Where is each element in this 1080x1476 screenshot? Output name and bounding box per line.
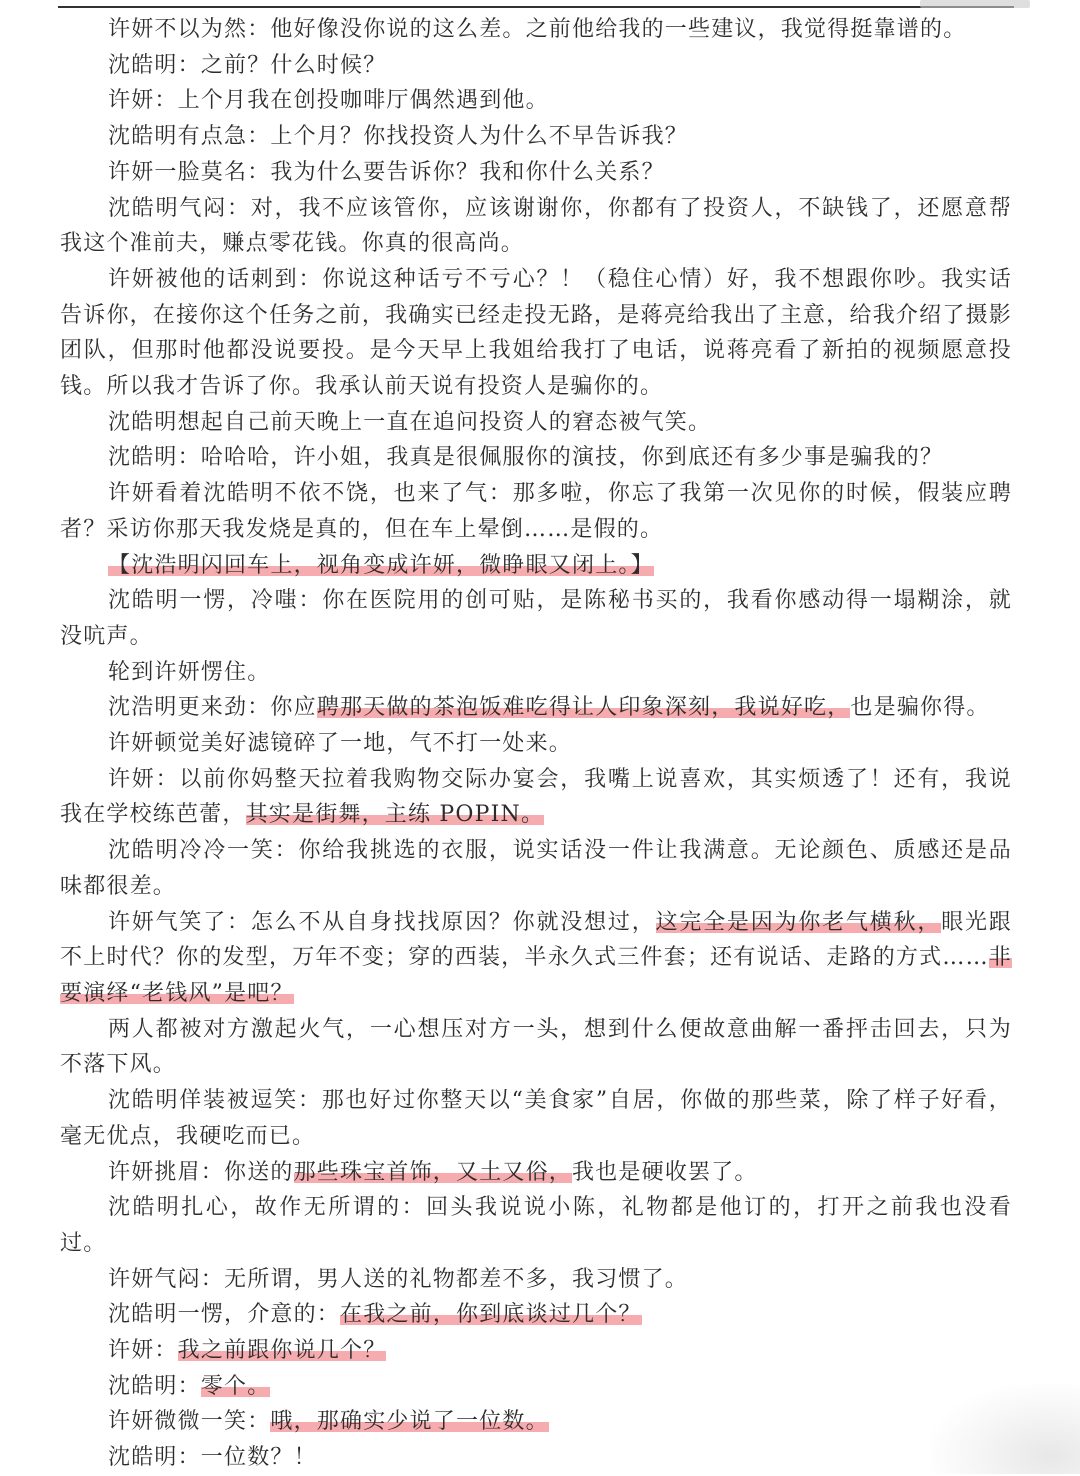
text-segment: 许妍：以前你妈整天拉着我购物交际办宴会，我嘴上说喜欢，其实烦透了！还有，我说我在学校练芭蕾， [60, 766, 1012, 828]
dialogue-paragraph [60, 762, 1012, 833]
dialogue-paragraph [60, 583, 1012, 654]
highlighted-text: 【沈浩明闪回车上，视角变成许妍，微睁眼又闭上。】 [108, 552, 654, 578]
highlighted-text: 我之前跟你说几个？ [177, 1338, 387, 1364]
text-segment: 许妍被他的话刺到：你说这种话亏不亏心？！（稳住心情）好，我不想跟你吵。我实话告诉你，在接你这个任务之前，我确实已经走投无路，是蒋亮给我出了主意，给我介绍了摄影团队，但那时他都没说要投。是今天早上我姐给我打了电话，说蒋亮看了新拍的视频愿意投钱。所以我才告诉了你。我承认前天说有投资人是骗你的。 [60, 266, 1012, 400]
text-segment: 许妍挑眉：你送的 [108, 1159, 294, 1185]
text-segment: 沈皓明想起自己前天晚上一直在追问投资人的窘态被气笑。 [108, 409, 712, 435]
dialogue-paragraph [60, 905, 1012, 1012]
dialogue-paragraph [60, 191, 1012, 262]
text-segment: 我也是硬收罢了。 [572, 1159, 758, 1185]
text-segment: 沈皓明：一位数？！ [108, 1445, 317, 1471]
text-segment: 许妍顿觉美好滤镜碎了一地，气不打一处来。 [108, 731, 573, 757]
text-segment: 许妍气闷：无所谓，男人送的礼物都差不多，我习惯了。 [108, 1266, 689, 1292]
dialogue-paragraph [60, 476, 1012, 547]
top-edge-smudge [920, 0, 1030, 8]
text-segment: 也是骗你得。 [850, 695, 990, 721]
dialogue-paragraph [60, 690, 1012, 726]
dialogue-paragraph [60, 1262, 1012, 1298]
text-segment: 许妍微微一笑： [108, 1409, 271, 1435]
text-segment: 沈皓明气闷：对，我不应该管你，应该谢谢你，你都有了投资人，不缺钱了，还愿意帮我这个准前夫，赚点零花钱。你真的很高尚。 [60, 195, 1012, 257]
script-page [60, 12, 1012, 1476]
highlighted-text: 非要演绎“老钱风”是吧？ [60, 945, 1012, 1006]
top-rule [58, 6, 1014, 8]
highlighted-text: 这完全是因为你老气横秋， [655, 909, 942, 935]
dialogue-paragraph [60, 833, 1012, 904]
text-segment: 沈皓明：哈哈哈，许小姐，我真是很佩服你的演技，你到底还有多少事是骗我的？ [108, 445, 944, 471]
dialogue-paragraph [60, 548, 1012, 584]
text-segment: 许妍不以为然：他好像没你说的这么差。之前他给我的一些建议，我觉得挺靠谱的。 [108, 17, 967, 42]
dialogue-paragraph [60, 440, 1012, 476]
dialogue-paragraph [60, 726, 1012, 762]
text-segment: 许妍一脸莫名：我为什么要告诉你？我和你什么关系？ [108, 159, 665, 185]
dialogue-paragraph [60, 1083, 1012, 1154]
dialogue-paragraph [60, 1333, 1012, 1369]
text-segment: 沈皓明：之前？什么时候？ [108, 52, 387, 78]
text-segment: 许妍看着沈皓明不依不饶，也来了气：那多啦，你忘了我第一次见你的时候，假装应聘者？采访你那天我发烧是真的，但在车上晕倒……是假的。 [60, 481, 1012, 542]
dialogue-paragraph [60, 405, 1012, 441]
highlighted-text: 其实是街舞，主练 POPIN。 [245, 802, 545, 828]
dialogue-paragraph [60, 83, 1012, 119]
dialogue-paragraph [60, 1404, 1012, 1440]
highlighted-text: 哦，那确实少说了一位数。 [270, 1409, 549, 1435]
dialogue-paragraph [60, 1012, 1012, 1083]
text-segment: 沈皓明有点急：上个月？你找投资人为什么不早告诉我？ [108, 124, 689, 150]
corner-fade [930, 1384, 1080, 1474]
text-segment: 轮到许妍愣住。 [108, 659, 271, 685]
text-segment: 沈皓明冷冷一笑：你给我挑选的衣服，说实话没一件让我满意。无论颜色、质感还是品味都很差。 [60, 838, 1012, 899]
dialogue-paragraph [60, 12, 1012, 48]
highlighted-text: 在我之前，你到底谈过几个？ [340, 1302, 642, 1328]
text-segment: 许妍： [108, 1338, 178, 1364]
dialogue-paragraph [60, 262, 1012, 405]
highlighted-text: 聘那天做的茶泡饭难吃得让人印象深刻，我说好吃， [316, 695, 851, 721]
dialogue-paragraph [60, 1190, 1012, 1261]
dialogue-paragraph [60, 1369, 1012, 1405]
text-segment: 沈皓明： [108, 1373, 201, 1399]
dialogue-paragraph [60, 119, 1012, 155]
dialogue-paragraph [60, 48, 1012, 84]
text-segment: 许妍：上个月我在创投咖啡厅偶然遇到他。 [108, 88, 549, 114]
text-segment: 沈皓明一愣，介意的： [108, 1302, 341, 1328]
text-segment: 沈皓明一愣，冷嗤：你在医院用的创可贴，是陈秘书买的，我看你感动得一塌糊涂，就没吭声。 [60, 588, 1012, 649]
text-segment: 沈浩明更来劲：你应 [108, 695, 317, 721]
dialogue-paragraph [60, 1155, 1012, 1191]
highlighted-text: 零个。 [200, 1373, 271, 1399]
highlighted-text: 那些珠宝首饰，又土又俗， [293, 1159, 573, 1185]
text-segment: 沈皓明佯装被逗笑：那也好过你整天以“美食家”自居，你做的那些菜，除了样子好看，毫无优点，我硬吃而已。 [60, 1088, 1012, 1149]
dialogue-paragraph [60, 155, 1012, 191]
text-segment: 眼光跟不上时代？你的发型，万年不变；穿的西装，半永久式三件套；还有说话、走路的方式…… [60, 909, 1012, 971]
dialogue-paragraph [60, 1440, 1012, 1476]
dialogue-paragraph [60, 655, 1012, 691]
text-segment: 沈皓明扎心，故作无所谓的：回头我说说小陈，礼物都是他订的，打开之前我也没看过。 [60, 1195, 1012, 1256]
text-segment: 两人都被对方激起火气，一心想压对方一头，想到什么便故意曲解一番抨击回去，只为不落下风。 [60, 1016, 1012, 1078]
text-segment: 许妍气笑了：怎么不从自身找找原因？你就没想过， [108, 909, 656, 935]
dialogue-paragraph [60, 1297, 1012, 1333]
